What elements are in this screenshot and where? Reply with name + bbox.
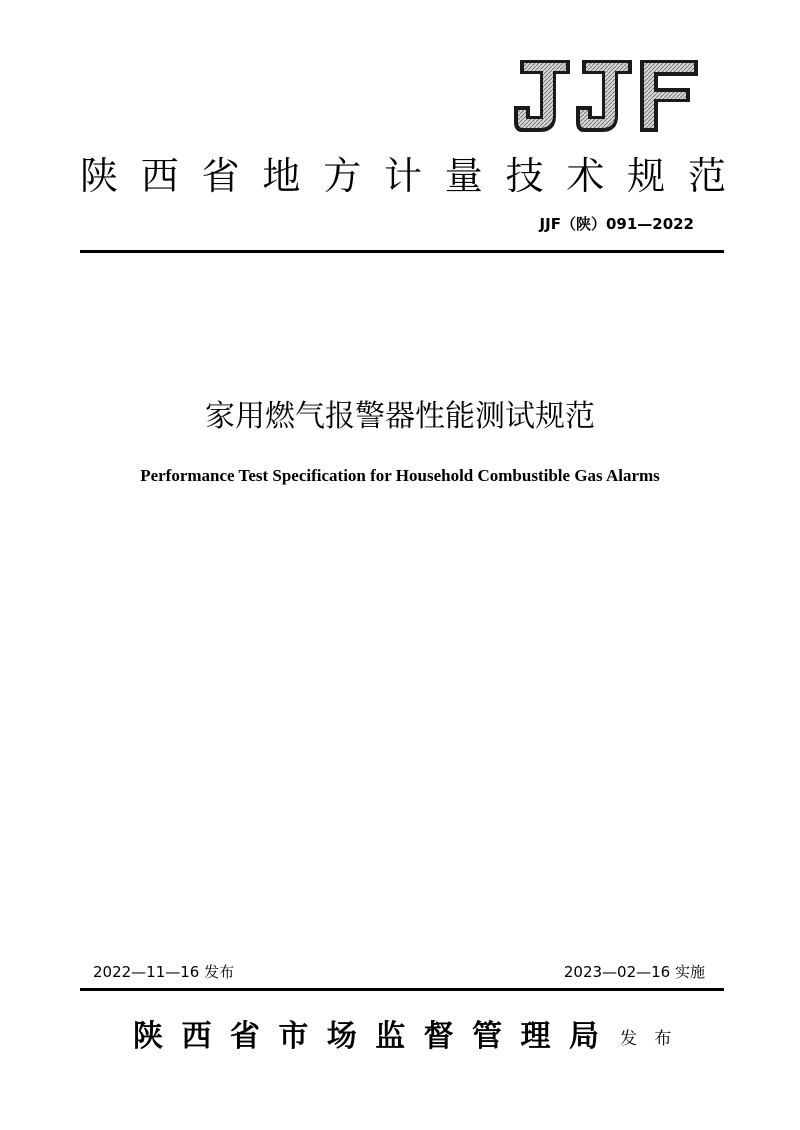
document-title-chinese: 家用燃气报警器性能测试规范 — [205, 399, 595, 434]
category-char: 地 — [262, 154, 301, 198]
category-char: 量 — [444, 154, 483, 198]
category-char: 技 — [505, 154, 544, 198]
publisher-char: 理 — [520, 1019, 551, 1054]
standard-category-title — [80, 150, 726, 202]
bottom-divider — [80, 988, 724, 991]
publisher-char: 督 — [423, 1019, 454, 1054]
top-divider — [80, 250, 724, 253]
category-char: 范 — [687, 154, 726, 198]
publisher-char: 管 — [472, 1019, 503, 1054]
standard-code: JJF（陕）091—2022 — [539, 215, 694, 233]
jjf-logo-graphic — [512, 54, 702, 136]
jjf-logo — [512, 54, 702, 136]
publish-label: 发 布 — [620, 1029, 678, 1049]
document-title-english: Performance Test Specification for Household Combustible Gas Alarms — [140, 466, 660, 485]
category-char: 西 — [140, 154, 179, 198]
category-char: 省 — [201, 154, 240, 198]
publisher-char: 西 — [181, 1019, 212, 1054]
category-char: 规 — [627, 154, 666, 198]
logo-letter-f — [640, 60, 698, 132]
publisher-char: 局 — [568, 1019, 599, 1054]
category-char: 术 — [566, 154, 605, 198]
publisher-char: 陕 — [133, 1019, 163, 1054]
publisher-char: 监 — [375, 1019, 406, 1054]
publisher-char: 市 — [278, 1019, 309, 1054]
publisher-char: 省 — [229, 1019, 260, 1054]
category-char: 计 — [383, 154, 422, 198]
category-char: 方 — [323, 154, 362, 198]
logo-letter-j2 — [576, 60, 632, 132]
logo-letter-j1 — [514, 60, 570, 132]
category-char: 陕 — [80, 154, 119, 198]
implementation-date: 2023—02—16 实施 — [563, 963, 705, 981]
publisher-char: 场 — [326, 1019, 357, 1054]
issue-date: 2022—11—16 发布 — [93, 963, 235, 981]
publisher-name — [133, 1012, 599, 1062]
